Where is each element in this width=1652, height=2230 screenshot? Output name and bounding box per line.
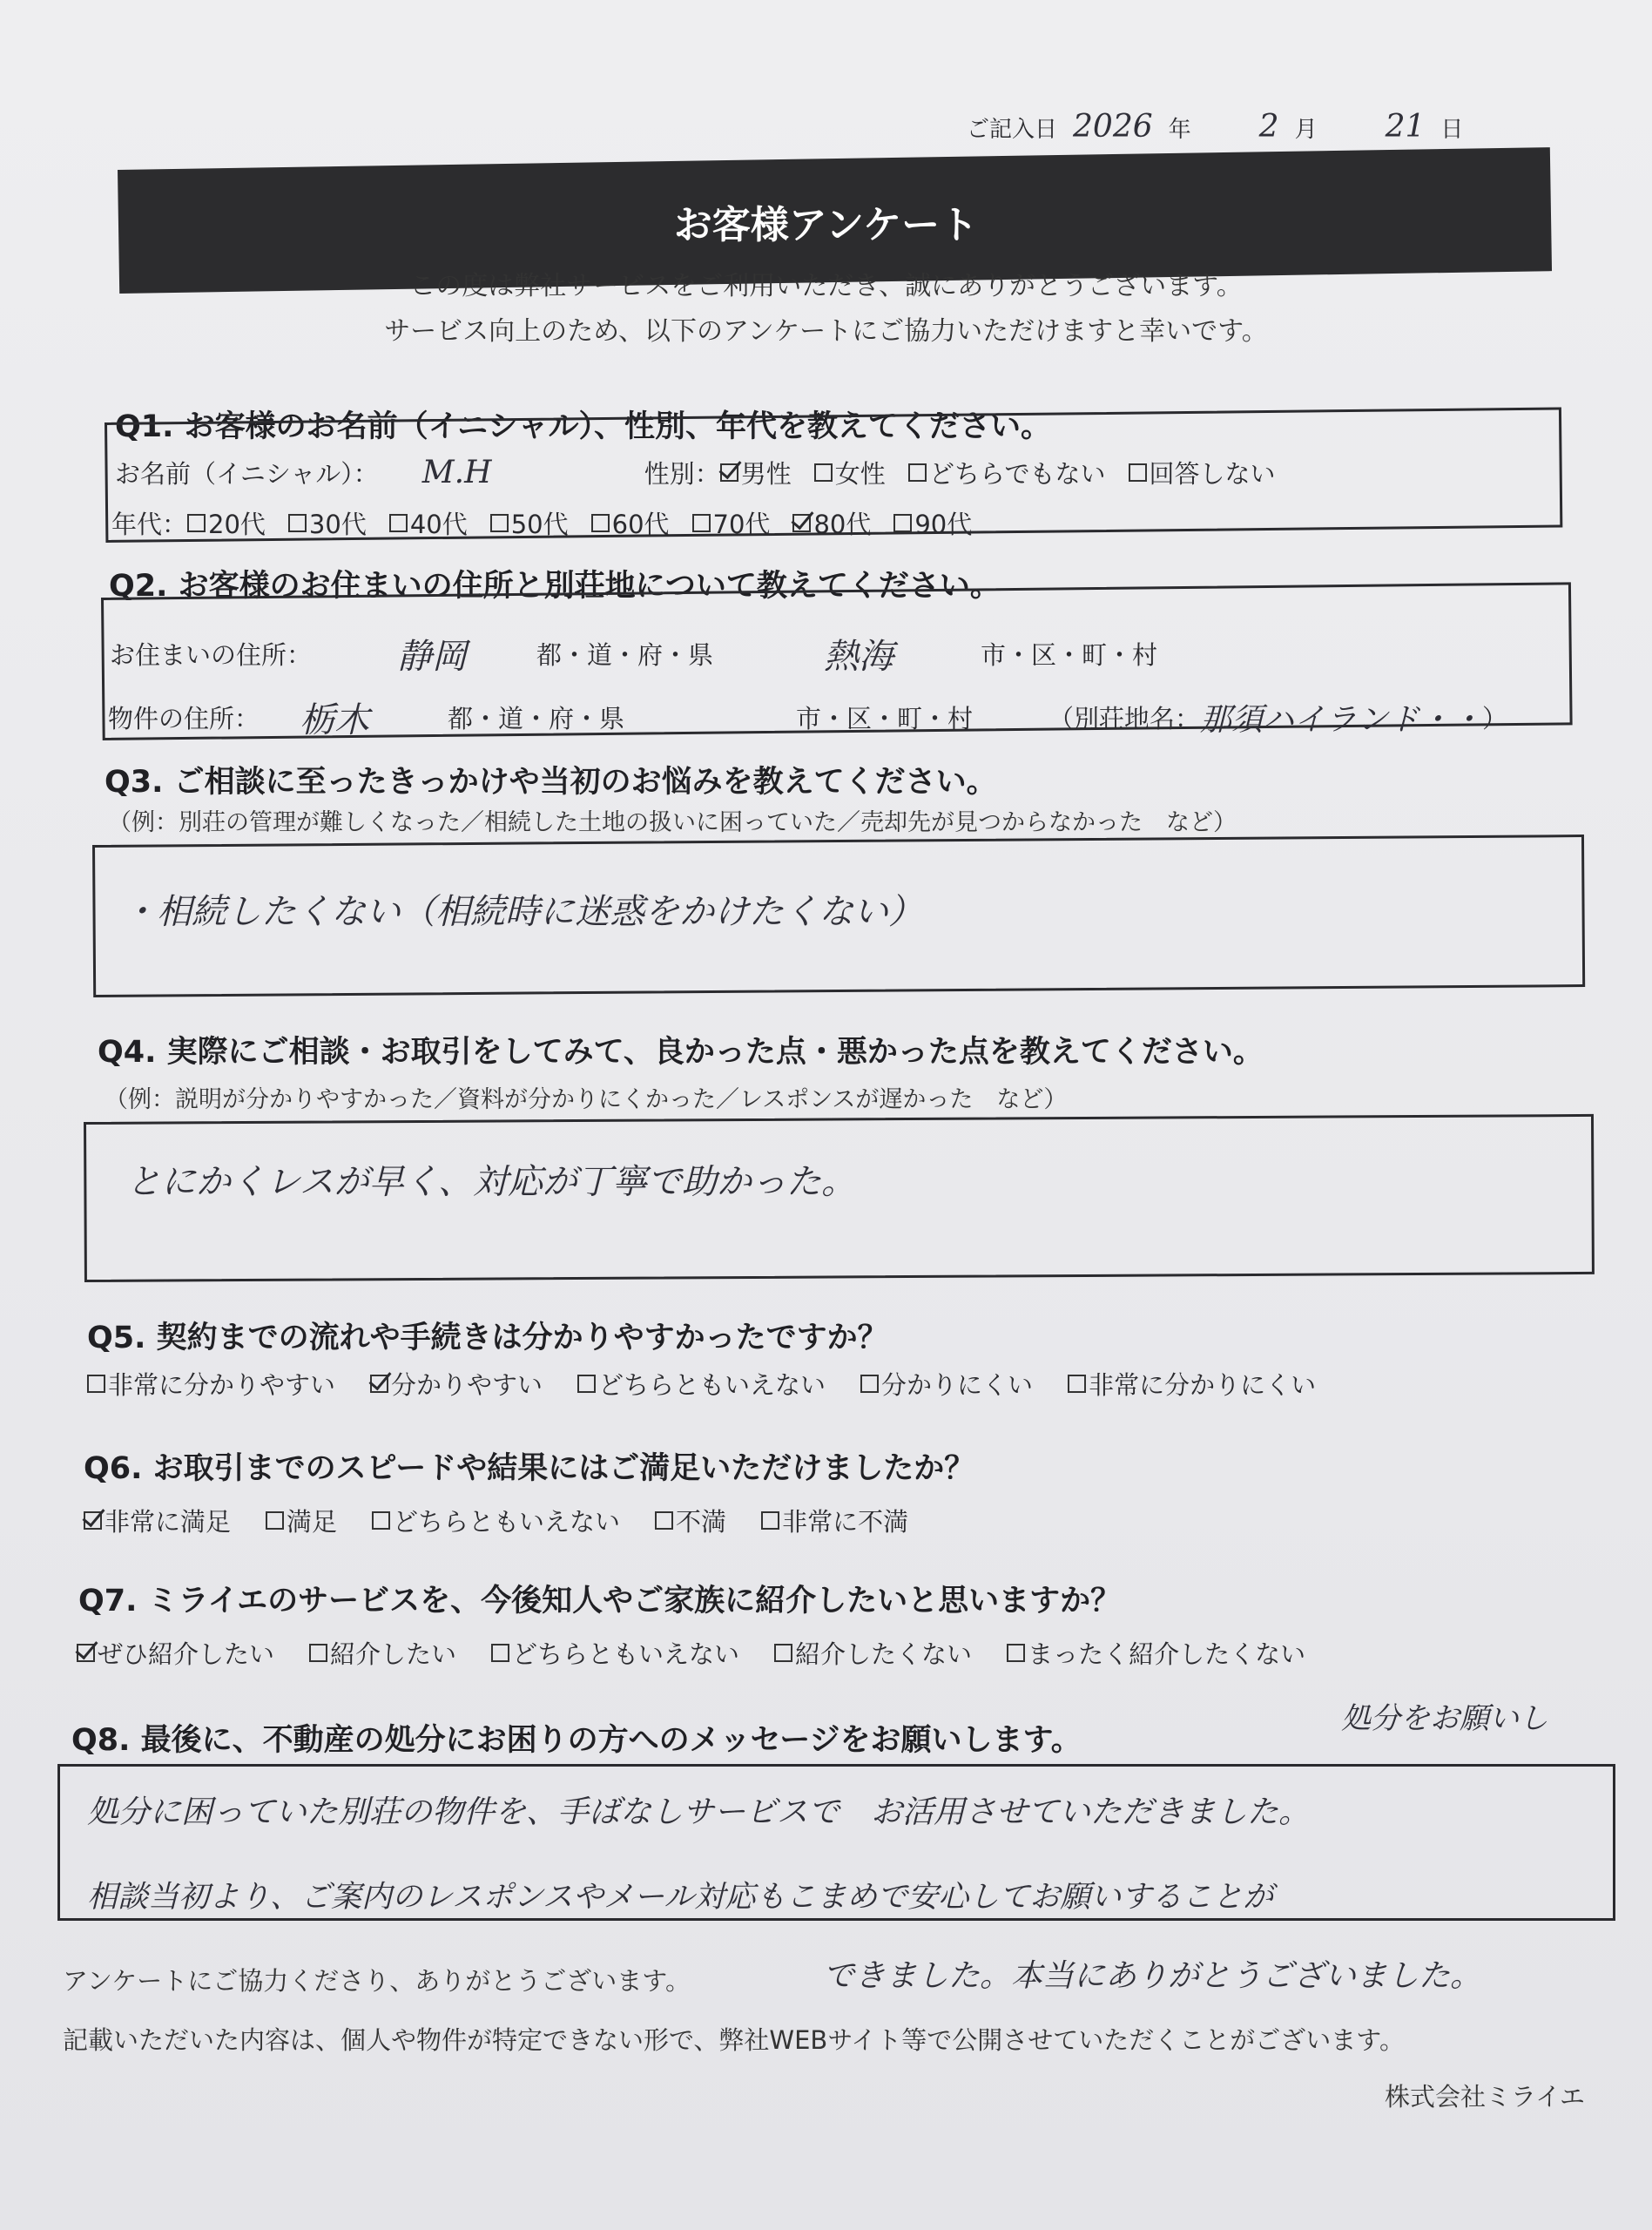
checkbox[interactable] [814, 463, 833, 482]
checkbox[interactable] [490, 514, 509, 532]
option-label: 非常に分かりやすい [108, 1370, 336, 1400]
option-label: 90代 [914, 510, 973, 539]
age-option-80[interactable] [792, 505, 871, 541]
q1-age-row [111, 505, 995, 541]
intro-line-1: この度は弊社サービスをご利用いただき、誠にありがとうございます。 [409, 271, 1243, 301]
q5-option-neutral[interactable] [577, 1366, 826, 1402]
option-label: どちらでもない [928, 459, 1106, 489]
checkbox[interactable] [87, 1375, 105, 1393]
q7-options [77, 1635, 1328, 1671]
option-label: 非常に分かりにくい [1089, 1370, 1317, 1400]
q8-answer-line-1[interactable]: 処分に困っていた別荘の物件を、手ばなしサービスで お活用させていただきました。 [87, 1794, 1311, 1830]
option-label: 紹介したくない [795, 1639, 973, 1669]
q3-example: （例：別荘の管理が難しくなった／相続した土地の扱いに困っていた／売却先が見つからなかった など） [108, 809, 1237, 836]
option-label: 50代 [510, 510, 569, 539]
q1-question: Q1. お客様のお名前（イニシャル）、性別、年代を教えてください。 [115, 409, 1051, 444]
q1-name-label: お名前（イニシャル）： [115, 459, 379, 489]
gender-option-female[interactable] [814, 455, 886, 490]
q8-answer-line-3[interactable]: できました。本当にありがとうございました。 [823, 1958, 1482, 1994]
date-day-value[interactable]: 21 [1385, 109, 1426, 145]
checkbox[interactable] [1068, 1375, 1086, 1393]
checkbox[interactable] [860, 1375, 879, 1393]
checkbox-checked[interactable] [792, 514, 811, 532]
q2-home-city-suffix: 市・区・町・村 [981, 640, 1158, 670]
checkbox-checked[interactable] [720, 463, 738, 482]
option-label: どちらともいえない [393, 1507, 621, 1537]
q3-question: Q3. ご相談に至ったきっかけや当初のお悩みを教えてください。 [105, 765, 997, 800]
age-option-40[interactable] [389, 505, 468, 541]
q7-question: Q7. ミライエのサービスを、今後知人やご家族に紹介したいと思いますか？ [78, 1584, 1122, 1618]
checkbox[interactable] [491, 1644, 509, 1662]
option-label: 分かりにくい [881, 1370, 1034, 1400]
q5-option-very-clear[interactable] [87, 1366, 335, 1402]
gender-option-no-answer[interactable] [1129, 455, 1276, 490]
q2-home-city-value[interactable]: 熱海 [824, 637, 893, 677]
checkbox[interactable] [591, 514, 610, 532]
date-day-unit: 日 [1440, 117, 1464, 143]
q2-property-pref-suffix: 都・道・府・県 [448, 704, 625, 733]
age-option-90[interactable] [893, 505, 972, 541]
q7-option-yes[interactable] [309, 1635, 456, 1671]
checkbox[interactable] [1129, 463, 1147, 482]
checkbox[interactable] [1007, 1644, 1025, 1662]
q2-home-pref-suffix: 都・道・府・県 [536, 640, 714, 670]
option-label: 70代 [712, 510, 771, 539]
q7-option-definitely[interactable] [77, 1635, 274, 1671]
option-label: 分かりやすい [391, 1370, 543, 1400]
q8-answer-line-2[interactable]: 相談当初より、ご案内のレスポンスやメール対応もこまめで安心してお願いすることが [87, 1880, 1274, 1915]
q2-question: Q2. お客様のお住まいの住所と別荘地について教えてください。 [109, 569, 1001, 604]
age-option-30[interactable] [288, 505, 367, 541]
q1-age-label: 年代： [111, 510, 188, 539]
q1-name-row [115, 455, 1298, 490]
q6-option-very-dissatisfied[interactable] [761, 1503, 908, 1538]
checkbox[interactable] [372, 1511, 390, 1530]
date-label: ご記入日 [967, 117, 1058, 143]
checkbox-checked[interactable] [84, 1511, 102, 1530]
q3-answer[interactable]: ・相続したくない（相続時に迷惑をかけたくない） [122, 892, 923, 932]
option-label: 女性 [834, 459, 886, 489]
checkbox[interactable] [761, 1511, 779, 1530]
q1-name-value[interactable]: M.H [421, 455, 492, 490]
option-label: ぜひ紹介したい [98, 1639, 275, 1669]
option-label: どちらともいえない [598, 1370, 826, 1400]
q8-question: Q8. 最後に、不動産の処分にお困りの方へのメッセージをお願いします。 [71, 1723, 1082, 1758]
footer-company: 株式会社ミライエ [1385, 2082, 1585, 2112]
option-label: 満足 [287, 1507, 338, 1537]
age-option-50[interactable] [490, 505, 569, 541]
q6-option-dissatisfied[interactable] [655, 1503, 726, 1538]
q2-home-row [110, 629, 1157, 679]
q2-home-label: お住まいの住所： [110, 640, 313, 670]
option-label: 回答しない [1149, 459, 1276, 489]
option-label: 紹介したい [330, 1639, 457, 1669]
intro-line-2: サービス向上のため、以下のアンケートにご協力いただけますと幸いです。 [384, 316, 1268, 347]
q2-resort-close: ） [1482, 704, 1508, 733]
option-label: どちらともいえない [512, 1639, 740, 1669]
option-label: 30代 [308, 510, 367, 539]
footer-notice: 記載いただいた内容は、個人や物件が特定できない形で、弊社WEBサイト等で公開させていただくことがございます。 [63, 2025, 1405, 2055]
option-label: 男性 [740, 459, 792, 489]
q6-options [84, 1503, 931, 1538]
date-month-value[interactable]: 2 [1258, 109, 1279, 145]
q2-property-pref-value[interactable]: 栃木 [300, 700, 369, 740]
checkbox[interactable] [187, 514, 206, 532]
q2-resort-label: （別荘地名： [1049, 704, 1201, 733]
option-label: 80代 [813, 510, 872, 539]
q7-option-no[interactable] [774, 1635, 972, 1671]
q5-option-unclear[interactable] [860, 1366, 1033, 1402]
checkbox[interactable] [692, 514, 711, 532]
option-label: 40代 [409, 510, 468, 539]
age-option-60[interactable] [591, 505, 670, 541]
q4-example: （例：説明が分かりやすかった／資料が分かりにくかった／レスポンスが遅かった など） [105, 1086, 1068, 1113]
q2-property-city-suffix: 市・区・町・村 [796, 704, 974, 733]
checkbox[interactable] [266, 1511, 284, 1530]
date-year-value[interactable]: 2026 [1073, 109, 1153, 145]
q1-gender-label: 性別： [644, 459, 720, 489]
q6-option-satisfied[interactable] [266, 1503, 337, 1538]
q5-option-very-unclear[interactable] [1068, 1366, 1316, 1402]
age-option-20[interactable] [187, 505, 266, 541]
checkbox[interactable] [655, 1511, 673, 1530]
q5-option-clear[interactable] [370, 1366, 543, 1402]
footer-thanks: アンケートにご協力くださり、ありがとうございます。 [63, 1966, 691, 1996]
gender-option-male[interactable] [720, 455, 792, 490]
date-month-unit: 月 [1294, 117, 1318, 143]
q5-options [87, 1366, 1338, 1402]
checkbox[interactable] [309, 1644, 327, 1662]
option-label: 20代 [208, 510, 266, 539]
gender-option-neither[interactable] [908, 455, 1106, 490]
entry-date [967, 109, 1463, 145]
q2-property-row [108, 693, 1507, 742]
checkbox[interactable] [577, 1375, 596, 1393]
option-label: 不満 [676, 1507, 727, 1537]
q8-insertion-note[interactable]: 処分をお願いし [1341, 1701, 1548, 1736]
q4-question: Q4. 実際にご相談・お取引をしてみて、良かった点・悪かった点を教えてください。 [98, 1035, 1264, 1070]
date-year-unit: 年 [1168, 117, 1191, 143]
age-option-70[interactable] [692, 505, 771, 541]
checkbox-checked[interactable] [370, 1375, 388, 1393]
checkbox[interactable] [774, 1644, 792, 1662]
q5-question: Q5. 契約までの流れや手続きは分かりやすかったですか？ [87, 1321, 888, 1355]
q7-option-neutral[interactable] [491, 1635, 739, 1671]
page-title: お客様アンケート [673, 203, 979, 247]
q6-option-very-satisfied[interactable] [84, 1503, 231, 1538]
checkbox-checked[interactable] [77, 1644, 95, 1662]
option-label: 60代 [611, 510, 670, 539]
option-label: まったく紹介したくない [1028, 1639, 1306, 1669]
checkbox[interactable] [908, 463, 927, 482]
q6-question: Q6. お取引までのスピードや結果にはご満足いただけましたか？ [84, 1451, 975, 1486]
q2-resort-value[interactable]: 那須ハイランド・・ [1200, 702, 1483, 738]
option-label: 非常に不満 [782, 1507, 909, 1537]
option-label: 非常に満足 [105, 1507, 232, 1537]
q6-option-neutral[interactable] [372, 1503, 620, 1538]
q2-home-pref-value[interactable]: 静岡 [397, 637, 467, 677]
checkbox[interactable] [288, 514, 307, 532]
q2-property-label: 物件の住所： [108, 704, 260, 733]
checkbox[interactable] [893, 514, 912, 532]
checkbox[interactable] [389, 514, 408, 532]
q4-answer[interactable]: とにかくレスが早く、対応が丁寧で助かった。 [126, 1162, 856, 1202]
q7-option-never[interactable] [1007, 1635, 1305, 1671]
